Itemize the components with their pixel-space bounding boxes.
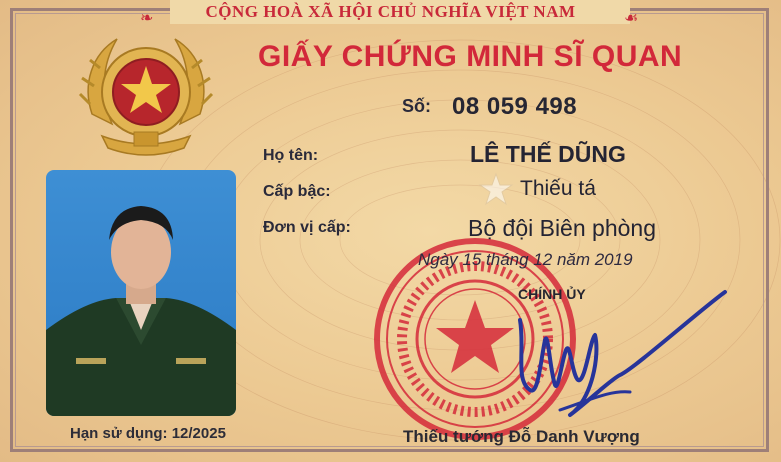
portrait-photo [46,170,236,416]
issue-date: Ngày 15 tháng 12 năm 2019 [418,250,633,269]
card-title: GIẤY CHỨNG MINH SĨ QUAN [258,40,683,73]
left-flourish: ❧ [140,10,154,27]
number-label: Số: [402,96,431,116]
rank-star-icon [478,172,514,208]
unit-label: Đơn vị cấp: [263,219,351,236]
name-label: Họ tên: [263,147,319,164]
signer-title: CHÍNH ỦY [518,286,586,302]
unit-value: Bộ đội Biên phòng [468,215,656,241]
number-value: 08 059 498 [452,93,578,120]
name-value: LÊ THẾ DŨNG [470,141,626,167]
expiry-date: Hạn sử dụng: 12/2025 [70,425,226,442]
country-header: CỘNG HOÀ XÃ HỘI CHỦ NGHĨA VIỆT NAM [205,2,576,21]
rank-value: Thiếu tá [520,177,596,200]
handwritten-signature [500,280,740,430]
signer-name: Thiếu tướng Đỗ Danh Vượng [403,427,640,446]
right-flourish: ☙ [624,10,639,27]
rank-label: Cấp bậc: [263,183,331,200]
army-emblem-icon [72,24,220,164]
portrait-illustration [46,170,236,416]
